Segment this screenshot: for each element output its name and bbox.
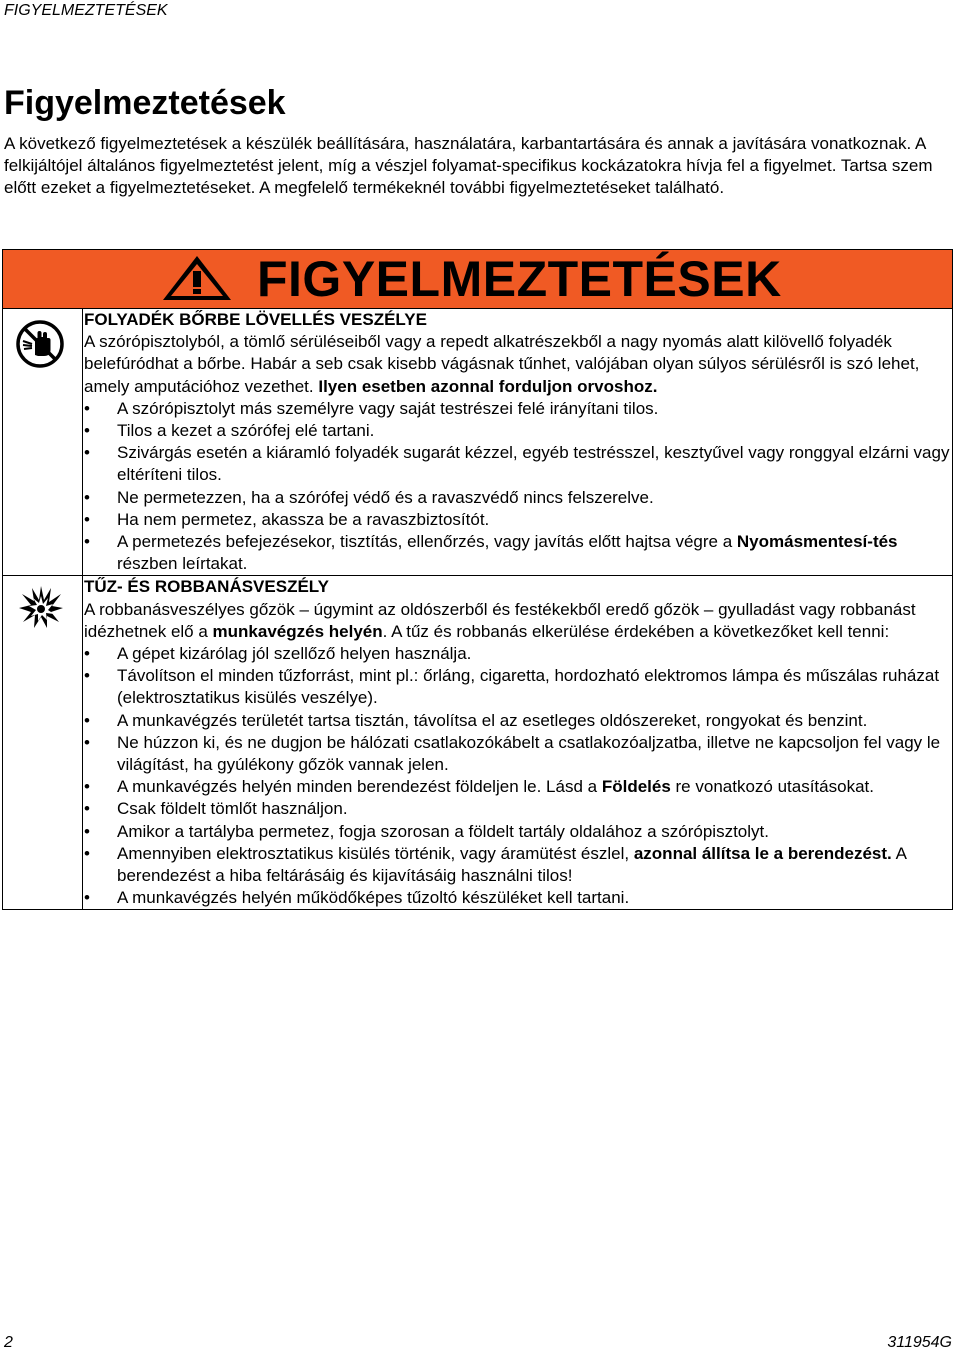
hazard-bullet bbox=[84, 531, 950, 575]
intro-paragraph: A következő figyelmeztetések a készülék beállítására, használatára, karbantartására és annak a javítására vonatkoznak. A felkijáltójel általános figyelmeztetést jelent, míg a vészjel folyamat-specifikus kockázatokra hívja fel a figyelmet. Tartsa szem előtt ezeket a figyelmeztetéseket. A megfelelő termékeknél további figyelmeztetéseket található. bbox=[4, 134, 933, 198]
bullet-text: Amennyiben elektrosztatikus kisülés történik, vagy áramütést észlel, bbox=[117, 843, 634, 863]
bullet-bold: Földelés bbox=[601, 777, 671, 797]
hazard-bullet: • Ne permetezzen, ha a szórófej védő és a ravaszvédő nincs felszerelve. bbox=[84, 487, 950, 509]
hazard-title: FOLYADÉK BŐRBE LÖVELLÉS VESZÉLYE bbox=[84, 310, 427, 329]
hazard-bullet: • Szivárgás esetén a kiáramló folyadék sugarát kézzel, egyéb testrésszel, kesztyűvel vagy ronggyal elzárni vagy eltéríteni tilos. bbox=[84, 442, 950, 486]
explosion-icon bbox=[17, 584, 65, 635]
hazard-bullet: • Csak földelt tömlőt használjon. bbox=[84, 798, 950, 820]
bullet-text: re vonatkozó utasításokat. bbox=[670, 777, 874, 797]
bullet-bold: azonnal állítsa le a berendezést. bbox=[633, 843, 892, 863]
page-number: 2 bbox=[4, 1334, 13, 1351]
hazard-bullet: • Távolítson el minden tűzforrást, mint pl.: őrláng, cigaretta, hordozható elektromos lámpa és műszálas ruházat (elektrosztatikus kisülés veszélye). bbox=[84, 665, 950, 709]
bullet-bold: Nyomásmentesí-tés bbox=[736, 532, 898, 552]
hazard-row-injection bbox=[3, 309, 952, 576]
hazard-icon-cell bbox=[3, 576, 83, 909]
bullet-text: A permetezés befejezésekor, tisztítás, ellenőrzés, vagy javítás előtt hajtsa végre a bbox=[117, 532, 737, 552]
hazard-bullet: • Amikor a tartályba permetez, fogja szorosan a földelt tartály oldalához a szórópisztolyt. bbox=[84, 821, 950, 843]
hazard-bullet: • Tilos a kezet a szórófej elé tartani. bbox=[84, 420, 950, 442]
hazard-bullet: • Ha nem permetez, akassza be a ravaszbiztosítót. bbox=[84, 509, 950, 531]
hazard-row-fire bbox=[3, 576, 952, 909]
hazard-description-text: A robbanásveszélyes gőzök – úgymint az oldószerből és festékekből eredő gőzök – gyulladást vagy robbanást idézhetnek elő a bbox=[84, 599, 916, 641]
warning-banner bbox=[3, 250, 952, 309]
hazard-description bbox=[84, 331, 950, 398]
hazard-bullet-list bbox=[84, 398, 950, 576]
hazard-description-bold: munkavégzés helyén bbox=[212, 621, 383, 641]
hazard-title: TŰZ- ÉS ROBBANÁSVESZÉLY bbox=[84, 577, 329, 597]
hazard-bullet bbox=[84, 776, 950, 798]
hazard-description-text: . A tűz és robbanás elkerülése érdekében a következőket kell tenni: bbox=[382, 621, 890, 641]
hazard-description-bold: Ilyen esetben azonnal forduljon orvoshoz. bbox=[318, 376, 658, 396]
hazard-bullet: • A munkavégzés helyén működőképes tűzoltó készüléket kell tartani. bbox=[84, 887, 950, 909]
running-header: FIGYELMEZTETÉSEK bbox=[4, 2, 168, 19]
hazard-text-fire bbox=[83, 576, 952, 909]
hazard-bullet: • A szórópisztolyt más személyre vagy saját testrészei felé irányítani tilos. bbox=[84, 398, 950, 420]
hazard-bullet bbox=[84, 843, 950, 887]
warning-banner-label: FIGYELMEZTETÉSEK bbox=[257, 251, 782, 307]
hazard-text-injection bbox=[83, 309, 952, 575]
hazard-bullet: • A munkavégzés területét tartsa tisztán, távolítsa el az esetleges oldószereket, rongyokat és benzint. bbox=[84, 710, 950, 732]
page-title: Figyelmeztetések bbox=[4, 84, 286, 122]
hazard-description bbox=[84, 599, 950, 643]
document-number: 311954G bbox=[887, 1334, 952, 1351]
hazard-icon-cell bbox=[3, 309, 83, 575]
hazard-description-text: A szórópisztolyból, a tömlő sérüléseiből vagy a repedt alkatrészekből a nagy nyomás alatt kilövellő folyadék belefúródhat a bőrbe. Habár a seb csak kisebb vágásnak tűnhet, valójában olyan súlyos sérülésről is szó lehet, amely amputációhoz vezethet. bbox=[84, 332, 920, 396]
hazard-bullet: • A gépet kizárólag jól szellőző helyen használja. bbox=[84, 643, 950, 665]
bullet-text: A berendezést a hiba feltárásáig és kijavításáig használni tilos! bbox=[117, 843, 906, 886]
no-hand-injection-icon bbox=[15, 319, 65, 374]
bullet-text: részben leírtakat. bbox=[117, 554, 248, 574]
warning-table bbox=[2, 249, 953, 910]
hazard-bullet: • Ne húzzon ki, és ne dugjon be hálózati csatlakozókábelt a csatlakozóaljzatba, illetve ne kapcsoljon fel vagy le világítást, ha gyúlékony gőzök vannak jelen. bbox=[84, 732, 950, 776]
hazard-bullet-list bbox=[84, 643, 950, 909]
bullet-text: A munkavégzés helyén minden berendezést földeljen le. Lásd a bbox=[117, 777, 602, 797]
warning-triangle-icon bbox=[161, 254, 233, 307]
